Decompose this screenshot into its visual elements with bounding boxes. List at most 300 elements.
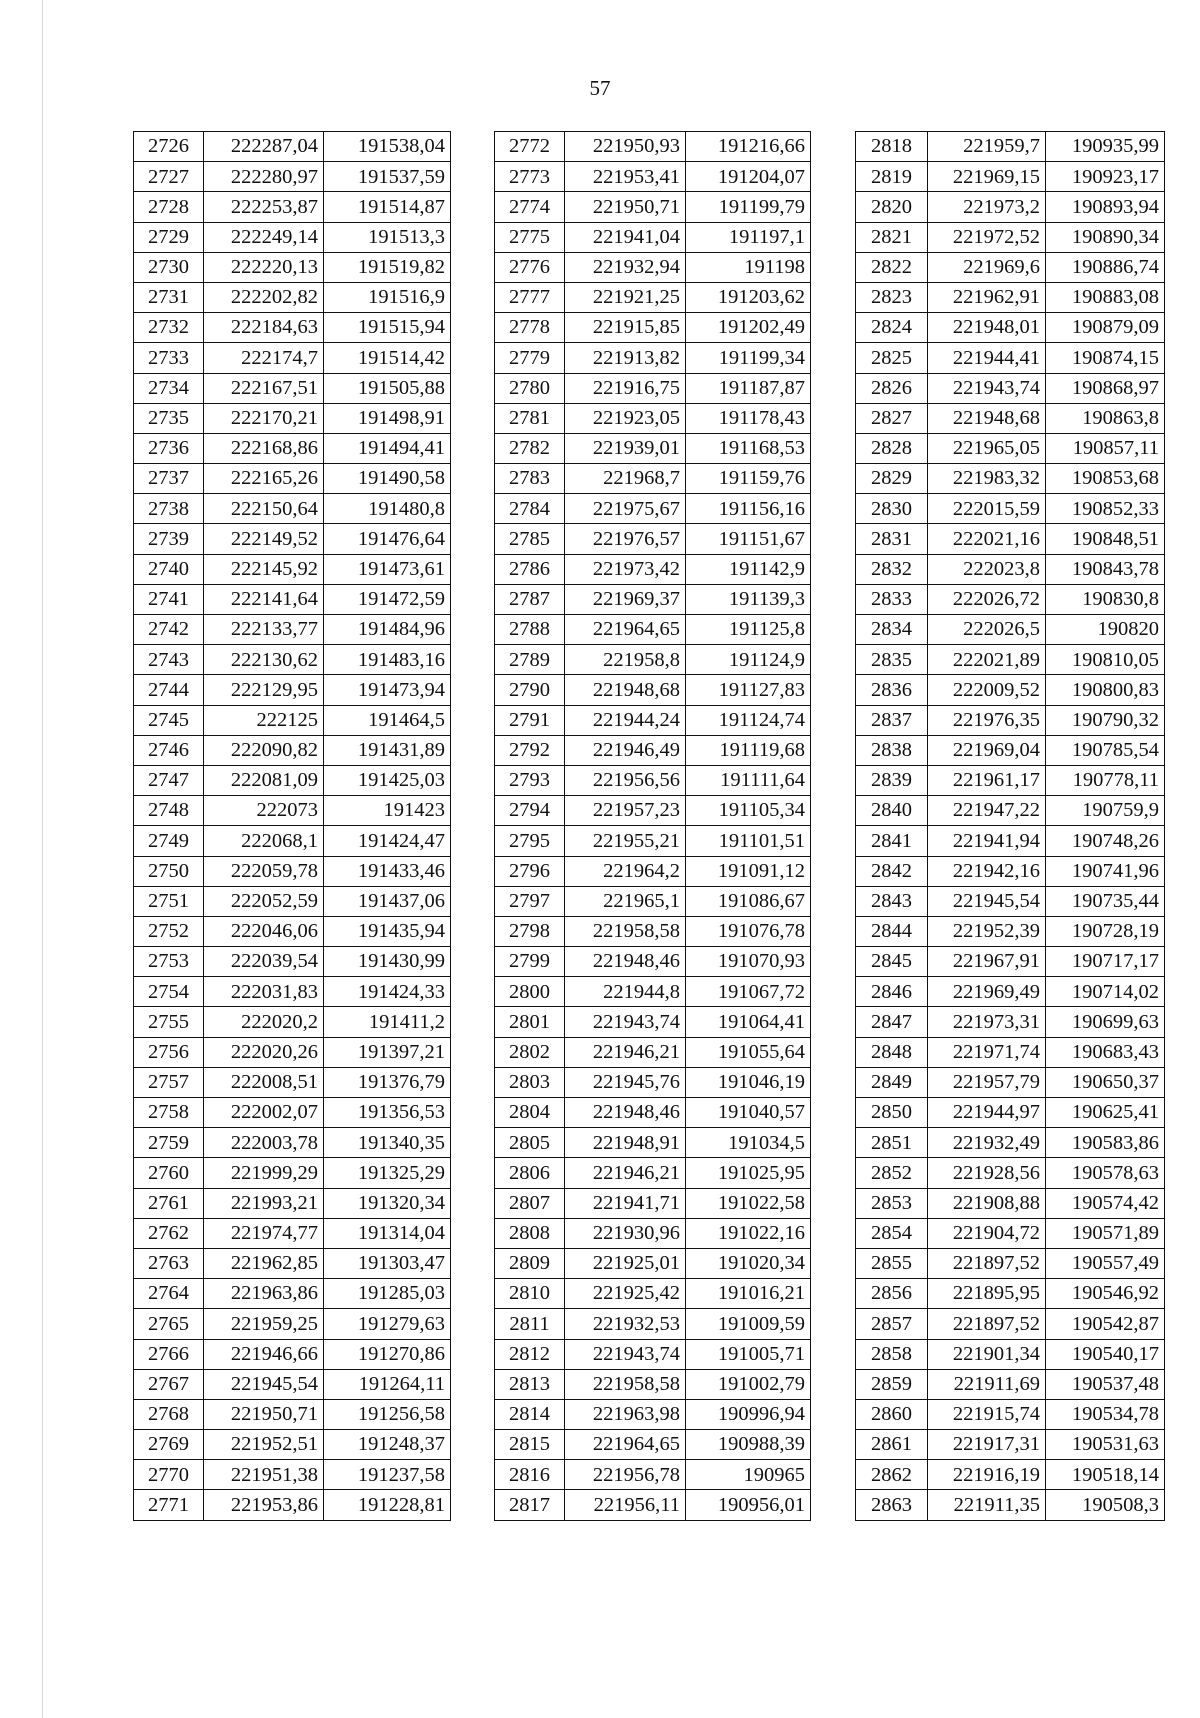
x-coordinate-cell: 222249,14 xyxy=(204,222,324,252)
table-row xyxy=(134,947,451,977)
x-coordinate-cell: 221943,74 xyxy=(565,1339,686,1369)
y-coordinate-cell: 191325,29 xyxy=(324,1158,451,1188)
table-row xyxy=(495,343,811,373)
point-number-cell: 2754 xyxy=(134,977,204,1007)
table-row xyxy=(495,1309,811,1339)
x-coordinate-cell: 222167,51 xyxy=(204,373,324,403)
x-coordinate-cell: 221932,94 xyxy=(565,252,686,282)
table-row xyxy=(856,494,1165,524)
point-number-cell: 2744 xyxy=(134,675,204,705)
point-number-cell: 2844 xyxy=(856,916,928,946)
x-coordinate-cell: 221964,65 xyxy=(565,615,686,645)
point-number-cell: 2811 xyxy=(495,1309,565,1339)
y-coordinate-cell: 191538,04 xyxy=(324,132,451,162)
y-coordinate-cell: 191314,04 xyxy=(324,1218,451,1248)
point-number-cell: 2846 xyxy=(856,977,928,1007)
point-number-cell: 2739 xyxy=(134,524,204,554)
y-coordinate-cell: 191514,87 xyxy=(324,192,451,222)
x-coordinate-cell: 221952,39 xyxy=(928,916,1046,946)
table-row xyxy=(134,615,451,645)
table-row xyxy=(856,464,1165,494)
table-row xyxy=(495,433,811,463)
y-coordinate-cell: 191515,94 xyxy=(324,313,451,343)
x-coordinate-cell: 221946,21 xyxy=(565,1037,686,1067)
y-coordinate-cell: 190852,33 xyxy=(1046,494,1165,524)
point-number-cell: 2736 xyxy=(134,433,204,463)
y-coordinate-cell: 190890,34 xyxy=(1046,222,1165,252)
y-coordinate-cell: 190728,19 xyxy=(1046,916,1165,946)
y-coordinate-cell: 190583,86 xyxy=(1046,1128,1165,1158)
point-number-cell: 2804 xyxy=(495,1098,565,1128)
point-number-cell: 2809 xyxy=(495,1248,565,1278)
table-row xyxy=(495,826,811,856)
table-row xyxy=(495,222,811,252)
point-number-cell: 2814 xyxy=(495,1399,565,1429)
x-coordinate-cell: 222090,82 xyxy=(204,735,324,765)
x-coordinate-cell: 222002,07 xyxy=(204,1098,324,1128)
table-row xyxy=(134,252,451,282)
y-coordinate-cell: 190540,17 xyxy=(1046,1339,1165,1369)
table-row xyxy=(856,1007,1165,1037)
x-coordinate-cell: 221945,54 xyxy=(204,1369,324,1399)
x-coordinate-cell: 222129,95 xyxy=(204,675,324,705)
table-row xyxy=(856,1158,1165,1188)
point-number-cell: 2773 xyxy=(495,162,565,192)
y-coordinate-cell: 190879,09 xyxy=(1046,313,1165,343)
point-number-cell: 2820 xyxy=(856,192,928,222)
table-row xyxy=(134,916,451,946)
table-row xyxy=(856,1460,1165,1490)
y-coordinate-cell: 191105,34 xyxy=(686,796,811,826)
point-number-cell: 2789 xyxy=(495,645,565,675)
point-number-cell: 2847 xyxy=(856,1007,928,1037)
x-coordinate-cell: 222280,97 xyxy=(204,162,324,192)
point-number-cell: 2821 xyxy=(856,222,928,252)
point-number-cell: 2790 xyxy=(495,675,565,705)
x-coordinate-cell: 221965,1 xyxy=(565,886,686,916)
y-coordinate-cell: 190534,78 xyxy=(1046,1399,1165,1429)
point-number-cell: 2732 xyxy=(134,313,204,343)
x-coordinate-cell: 221999,29 xyxy=(204,1158,324,1188)
table-row xyxy=(495,1279,811,1309)
point-number-cell: 2862 xyxy=(856,1460,928,1490)
point-number-cell: 2819 xyxy=(856,162,928,192)
y-coordinate-cell: 191197,1 xyxy=(686,222,811,252)
point-number-cell: 2770 xyxy=(134,1460,204,1490)
point-number-cell: 2757 xyxy=(134,1067,204,1097)
table-row xyxy=(134,554,451,584)
point-number-cell: 2842 xyxy=(856,856,928,886)
table-row xyxy=(495,373,811,403)
y-coordinate-cell: 191340,35 xyxy=(324,1128,451,1158)
table-row xyxy=(495,1067,811,1097)
point-number-cell: 2854 xyxy=(856,1218,928,1248)
point-number-cell: 2745 xyxy=(134,705,204,735)
x-coordinate-cell: 221976,57 xyxy=(565,524,686,554)
table-row xyxy=(495,675,811,705)
x-coordinate-cell: 222141,64 xyxy=(204,584,324,614)
table-row xyxy=(856,675,1165,705)
y-coordinate-cell: 191228,81 xyxy=(324,1490,451,1520)
x-coordinate-cell: 222026,72 xyxy=(928,584,1046,614)
point-number-cell: 2826 xyxy=(856,373,928,403)
y-coordinate-cell: 191199,79 xyxy=(686,192,811,222)
table-row xyxy=(134,1188,451,1218)
y-coordinate-cell: 190843,78 xyxy=(1046,554,1165,584)
table-row xyxy=(495,1218,811,1248)
x-coordinate-cell: 221921,25 xyxy=(565,282,686,312)
point-number-cell: 2828 xyxy=(856,433,928,463)
y-coordinate-cell: 190518,14 xyxy=(1046,1460,1165,1490)
table-row xyxy=(134,1128,451,1158)
y-coordinate-cell: 191203,62 xyxy=(686,282,811,312)
x-coordinate-cell: 221941,94 xyxy=(928,826,1046,856)
x-coordinate-cell: 221917,31 xyxy=(928,1430,1046,1460)
y-coordinate-cell: 191016,21 xyxy=(686,1279,811,1309)
point-number-cell: 2738 xyxy=(134,494,204,524)
x-coordinate-cell: 221963,86 xyxy=(204,1279,324,1309)
x-coordinate-cell: 221904,72 xyxy=(928,1218,1046,1248)
y-coordinate-cell: 191204,07 xyxy=(686,162,811,192)
y-coordinate-cell: 190857,11 xyxy=(1046,433,1165,463)
table-row xyxy=(856,977,1165,1007)
x-coordinate-cell: 222039,54 xyxy=(204,947,324,977)
x-coordinate-cell: 221959,25 xyxy=(204,1309,324,1339)
y-coordinate-cell: 191279,63 xyxy=(324,1309,451,1339)
x-coordinate-cell: 221975,67 xyxy=(565,494,686,524)
x-coordinate-cell: 221942,16 xyxy=(928,856,1046,886)
y-coordinate-cell: 191431,89 xyxy=(324,735,451,765)
table-row xyxy=(856,1128,1165,1158)
table-row xyxy=(134,1218,451,1248)
x-coordinate-cell: 221959,7 xyxy=(928,132,1046,162)
table-row xyxy=(134,1098,451,1128)
point-number-cell: 2791 xyxy=(495,705,565,735)
point-number-cell: 2765 xyxy=(134,1309,204,1339)
point-number-cell: 2794 xyxy=(495,796,565,826)
x-coordinate-cell: 221952,51 xyxy=(204,1430,324,1460)
x-coordinate-cell: 221971,74 xyxy=(928,1037,1046,1067)
y-coordinate-cell: 191537,59 xyxy=(324,162,451,192)
point-number-cell: 2731 xyxy=(134,282,204,312)
x-coordinate-cell: 221973,2 xyxy=(928,192,1046,222)
table-row xyxy=(495,252,811,282)
point-number-cell: 2777 xyxy=(495,282,565,312)
point-number-cell: 2751 xyxy=(134,886,204,916)
table-row xyxy=(856,403,1165,433)
table-row xyxy=(495,615,811,645)
table-row xyxy=(134,1067,451,1097)
y-coordinate-cell: 191119,68 xyxy=(686,735,811,765)
x-coordinate-cell: 221973,42 xyxy=(565,554,686,584)
page-margin-line xyxy=(42,0,43,1718)
x-coordinate-cell: 221911,69 xyxy=(928,1369,1046,1399)
table-row xyxy=(495,132,811,162)
point-number-cell: 2845 xyxy=(856,947,928,977)
y-coordinate-cell: 191435,94 xyxy=(324,916,451,946)
table-row xyxy=(856,584,1165,614)
y-coordinate-cell: 191483,16 xyxy=(324,645,451,675)
table-row xyxy=(856,1339,1165,1369)
table-row xyxy=(856,1369,1165,1399)
y-coordinate-cell: 190863,8 xyxy=(1046,403,1165,433)
y-coordinate-cell: 191151,67 xyxy=(686,524,811,554)
point-number-cell: 2855 xyxy=(856,1248,928,1278)
y-coordinate-cell: 190923,17 xyxy=(1046,162,1165,192)
x-coordinate-cell: 222073 xyxy=(204,796,324,826)
x-coordinate-cell: 221923,05 xyxy=(565,403,686,433)
point-number-cell: 2800 xyxy=(495,977,565,1007)
x-coordinate-cell: 221930,96 xyxy=(565,1218,686,1248)
point-number-cell: 2780 xyxy=(495,373,565,403)
y-coordinate-cell: 190571,89 xyxy=(1046,1218,1165,1248)
x-coordinate-cell: 221945,54 xyxy=(928,886,1046,916)
x-coordinate-cell: 222009,52 xyxy=(928,675,1046,705)
x-coordinate-cell: 222003,78 xyxy=(204,1128,324,1158)
point-number-cell: 2742 xyxy=(134,615,204,645)
x-coordinate-cell: 221968,7 xyxy=(565,464,686,494)
point-number-cell: 2792 xyxy=(495,735,565,765)
x-coordinate-cell: 222068,1 xyxy=(204,826,324,856)
point-number-cell: 2858 xyxy=(856,1339,928,1369)
x-coordinate-cell: 221974,77 xyxy=(204,1218,324,1248)
table-row xyxy=(856,1430,1165,1460)
point-number-cell: 2834 xyxy=(856,615,928,645)
y-coordinate-cell: 191009,59 xyxy=(686,1309,811,1339)
y-coordinate-cell: 191086,67 xyxy=(686,886,811,916)
y-coordinate-cell: 191124,74 xyxy=(686,705,811,735)
y-coordinate-cell: 191142,9 xyxy=(686,554,811,584)
table-row xyxy=(495,1248,811,1278)
y-coordinate-cell: 191430,99 xyxy=(324,947,451,977)
table-row xyxy=(134,1430,451,1460)
y-coordinate-cell: 191125,8 xyxy=(686,615,811,645)
point-number-cell: 2799 xyxy=(495,947,565,977)
point-number-cell: 2783 xyxy=(495,464,565,494)
x-coordinate-cell: 222220,13 xyxy=(204,252,324,282)
point-number-cell: 2843 xyxy=(856,886,928,916)
table-row xyxy=(495,554,811,584)
y-coordinate-cell: 190965 xyxy=(686,1460,811,1490)
point-number-cell: 2807 xyxy=(495,1188,565,1218)
table-row xyxy=(856,554,1165,584)
y-coordinate-cell: 190956,01 xyxy=(686,1490,811,1520)
point-number-cell: 2812 xyxy=(495,1339,565,1369)
table-row xyxy=(134,373,451,403)
point-number-cell: 2772 xyxy=(495,132,565,162)
table-row xyxy=(495,1098,811,1128)
y-coordinate-cell: 191070,93 xyxy=(686,947,811,977)
point-number-cell: 2763 xyxy=(134,1248,204,1278)
point-number-cell: 2793 xyxy=(495,765,565,795)
point-number-cell: 2737 xyxy=(134,464,204,494)
point-number-cell: 2758 xyxy=(134,1098,204,1128)
point-number-cell: 2823 xyxy=(856,282,928,312)
point-number-cell: 2849 xyxy=(856,1067,928,1097)
point-number-cell: 2813 xyxy=(495,1369,565,1399)
x-coordinate-cell: 221948,91 xyxy=(565,1128,686,1158)
point-number-cell: 2746 xyxy=(134,735,204,765)
table-row xyxy=(856,1188,1165,1218)
x-coordinate-cell: 221958,58 xyxy=(565,1369,686,1399)
coordinates-table-3 xyxy=(855,131,1165,1521)
point-number-cell: 2797 xyxy=(495,886,565,916)
x-coordinate-cell: 221950,71 xyxy=(204,1399,324,1429)
table-row xyxy=(495,1399,811,1429)
point-number-cell: 2836 xyxy=(856,675,928,705)
point-number-cell: 2764 xyxy=(134,1279,204,1309)
table-row xyxy=(856,735,1165,765)
table-row xyxy=(134,886,451,916)
point-number-cell: 2734 xyxy=(134,373,204,403)
table-row xyxy=(134,826,451,856)
point-number-cell: 2782 xyxy=(495,433,565,463)
point-number-cell: 2840 xyxy=(856,796,928,826)
table-row xyxy=(495,645,811,675)
x-coordinate-cell: 221945,76 xyxy=(565,1067,686,1097)
point-number-cell: 2785 xyxy=(495,524,565,554)
y-coordinate-cell: 191424,33 xyxy=(324,977,451,1007)
y-coordinate-cell: 190868,97 xyxy=(1046,373,1165,403)
y-coordinate-cell: 191237,58 xyxy=(324,1460,451,1490)
point-number-cell: 2759 xyxy=(134,1128,204,1158)
y-coordinate-cell: 191505,88 xyxy=(324,373,451,403)
table-row xyxy=(495,1188,811,1218)
y-coordinate-cell: 190578,63 xyxy=(1046,1158,1165,1188)
y-coordinate-cell: 191433,46 xyxy=(324,856,451,886)
table-row xyxy=(856,645,1165,675)
point-number-cell: 2768 xyxy=(134,1399,204,1429)
x-coordinate-cell: 221946,66 xyxy=(204,1339,324,1369)
y-coordinate-cell: 191124,9 xyxy=(686,645,811,675)
x-coordinate-cell: 221962,85 xyxy=(204,1248,324,1278)
table-row xyxy=(134,1037,451,1067)
table-row xyxy=(856,252,1165,282)
y-coordinate-cell: 191498,91 xyxy=(324,403,451,433)
point-number-cell: 2860 xyxy=(856,1399,928,1429)
table-row xyxy=(134,1309,451,1339)
y-coordinate-cell: 191139,3 xyxy=(686,584,811,614)
table-row xyxy=(495,1369,811,1399)
y-coordinate-cell: 190790,32 xyxy=(1046,705,1165,735)
table-row xyxy=(495,765,811,795)
point-number-cell: 2771 xyxy=(134,1490,204,1520)
point-number-cell: 2822 xyxy=(856,252,928,282)
table-row xyxy=(856,192,1165,222)
y-coordinate-cell: 191256,58 xyxy=(324,1399,451,1429)
point-number-cell: 2741 xyxy=(134,584,204,614)
x-coordinate-cell: 222020,2 xyxy=(204,1007,324,1037)
y-coordinate-cell: 190988,39 xyxy=(686,1430,811,1460)
page-number: 57 xyxy=(589,76,611,100)
table-row xyxy=(856,132,1165,162)
x-coordinate-cell: 221956,56 xyxy=(565,765,686,795)
x-coordinate-cell: 221958,8 xyxy=(565,645,686,675)
table-row xyxy=(495,464,811,494)
point-number-cell: 2832 xyxy=(856,554,928,584)
y-coordinate-cell: 191376,79 xyxy=(324,1067,451,1097)
x-coordinate-cell: 222130,62 xyxy=(204,645,324,675)
point-number-cell: 2805 xyxy=(495,1128,565,1158)
table-row xyxy=(495,192,811,222)
x-coordinate-cell: 222021,16 xyxy=(928,524,1046,554)
table-row xyxy=(495,1158,811,1188)
table-row xyxy=(856,162,1165,192)
y-coordinate-cell: 191064,41 xyxy=(686,1007,811,1037)
table-row xyxy=(134,222,451,252)
x-coordinate-cell: 222145,92 xyxy=(204,554,324,584)
y-coordinate-cell: 191101,51 xyxy=(686,826,811,856)
point-number-cell: 2776 xyxy=(495,252,565,282)
table-row xyxy=(134,584,451,614)
y-coordinate-cell: 190537,48 xyxy=(1046,1369,1165,1399)
y-coordinate-cell: 191022,58 xyxy=(686,1188,811,1218)
table-row xyxy=(134,977,451,1007)
point-number-cell: 2802 xyxy=(495,1037,565,1067)
point-number-cell: 2852 xyxy=(856,1158,928,1188)
y-coordinate-cell: 191156,16 xyxy=(686,494,811,524)
x-coordinate-cell: 221969,04 xyxy=(928,735,1046,765)
table-row xyxy=(856,1098,1165,1128)
y-coordinate-cell: 191490,58 xyxy=(324,464,451,494)
x-coordinate-cell: 221976,35 xyxy=(928,705,1046,735)
x-coordinate-cell: 222202,82 xyxy=(204,282,324,312)
table-row xyxy=(856,765,1165,795)
x-coordinate-cell: 222031,83 xyxy=(204,977,324,1007)
point-number-cell: 2838 xyxy=(856,735,928,765)
y-coordinate-cell: 191178,43 xyxy=(686,403,811,433)
table-row xyxy=(134,433,451,463)
table-row xyxy=(856,222,1165,252)
y-coordinate-cell: 190785,54 xyxy=(1046,735,1165,765)
table-row xyxy=(495,705,811,735)
point-number-cell: 2788 xyxy=(495,615,565,645)
point-number-cell: 2730 xyxy=(134,252,204,282)
x-coordinate-cell: 221967,91 xyxy=(928,947,1046,977)
x-coordinate-cell: 221916,19 xyxy=(928,1460,1046,1490)
y-coordinate-cell: 190800,83 xyxy=(1046,675,1165,705)
y-coordinate-cell: 190699,63 xyxy=(1046,1007,1165,1037)
x-coordinate-cell: 222287,04 xyxy=(204,132,324,162)
x-coordinate-cell: 221948,68 xyxy=(928,403,1046,433)
y-coordinate-cell: 191397,21 xyxy=(324,1037,451,1067)
table-row xyxy=(856,373,1165,403)
x-coordinate-cell: 222253,87 xyxy=(204,192,324,222)
point-number-cell: 2827 xyxy=(856,403,928,433)
y-coordinate-cell: 191484,96 xyxy=(324,615,451,645)
y-coordinate-cell: 191202,49 xyxy=(686,313,811,343)
x-coordinate-cell: 221983,32 xyxy=(928,464,1046,494)
y-coordinate-cell: 190853,68 xyxy=(1046,464,1165,494)
point-number-cell: 2841 xyxy=(856,826,928,856)
x-coordinate-cell: 221897,52 xyxy=(928,1248,1046,1278)
point-number-cell: 2856 xyxy=(856,1279,928,1309)
x-coordinate-cell: 221946,21 xyxy=(565,1158,686,1188)
point-number-cell: 2728 xyxy=(134,192,204,222)
point-number-cell: 2835 xyxy=(856,645,928,675)
x-coordinate-cell: 221958,58 xyxy=(565,916,686,946)
x-coordinate-cell: 222081,09 xyxy=(204,765,324,795)
y-coordinate-cell: 190848,51 xyxy=(1046,524,1165,554)
table-row xyxy=(495,1490,811,1520)
y-coordinate-cell: 190531,63 xyxy=(1046,1430,1165,1460)
x-coordinate-cell: 221993,21 xyxy=(204,1188,324,1218)
table-row xyxy=(856,524,1165,554)
x-coordinate-cell: 221972,52 xyxy=(928,222,1046,252)
table-row xyxy=(495,494,811,524)
table-row xyxy=(856,796,1165,826)
y-coordinate-cell: 191020,34 xyxy=(686,1248,811,1278)
